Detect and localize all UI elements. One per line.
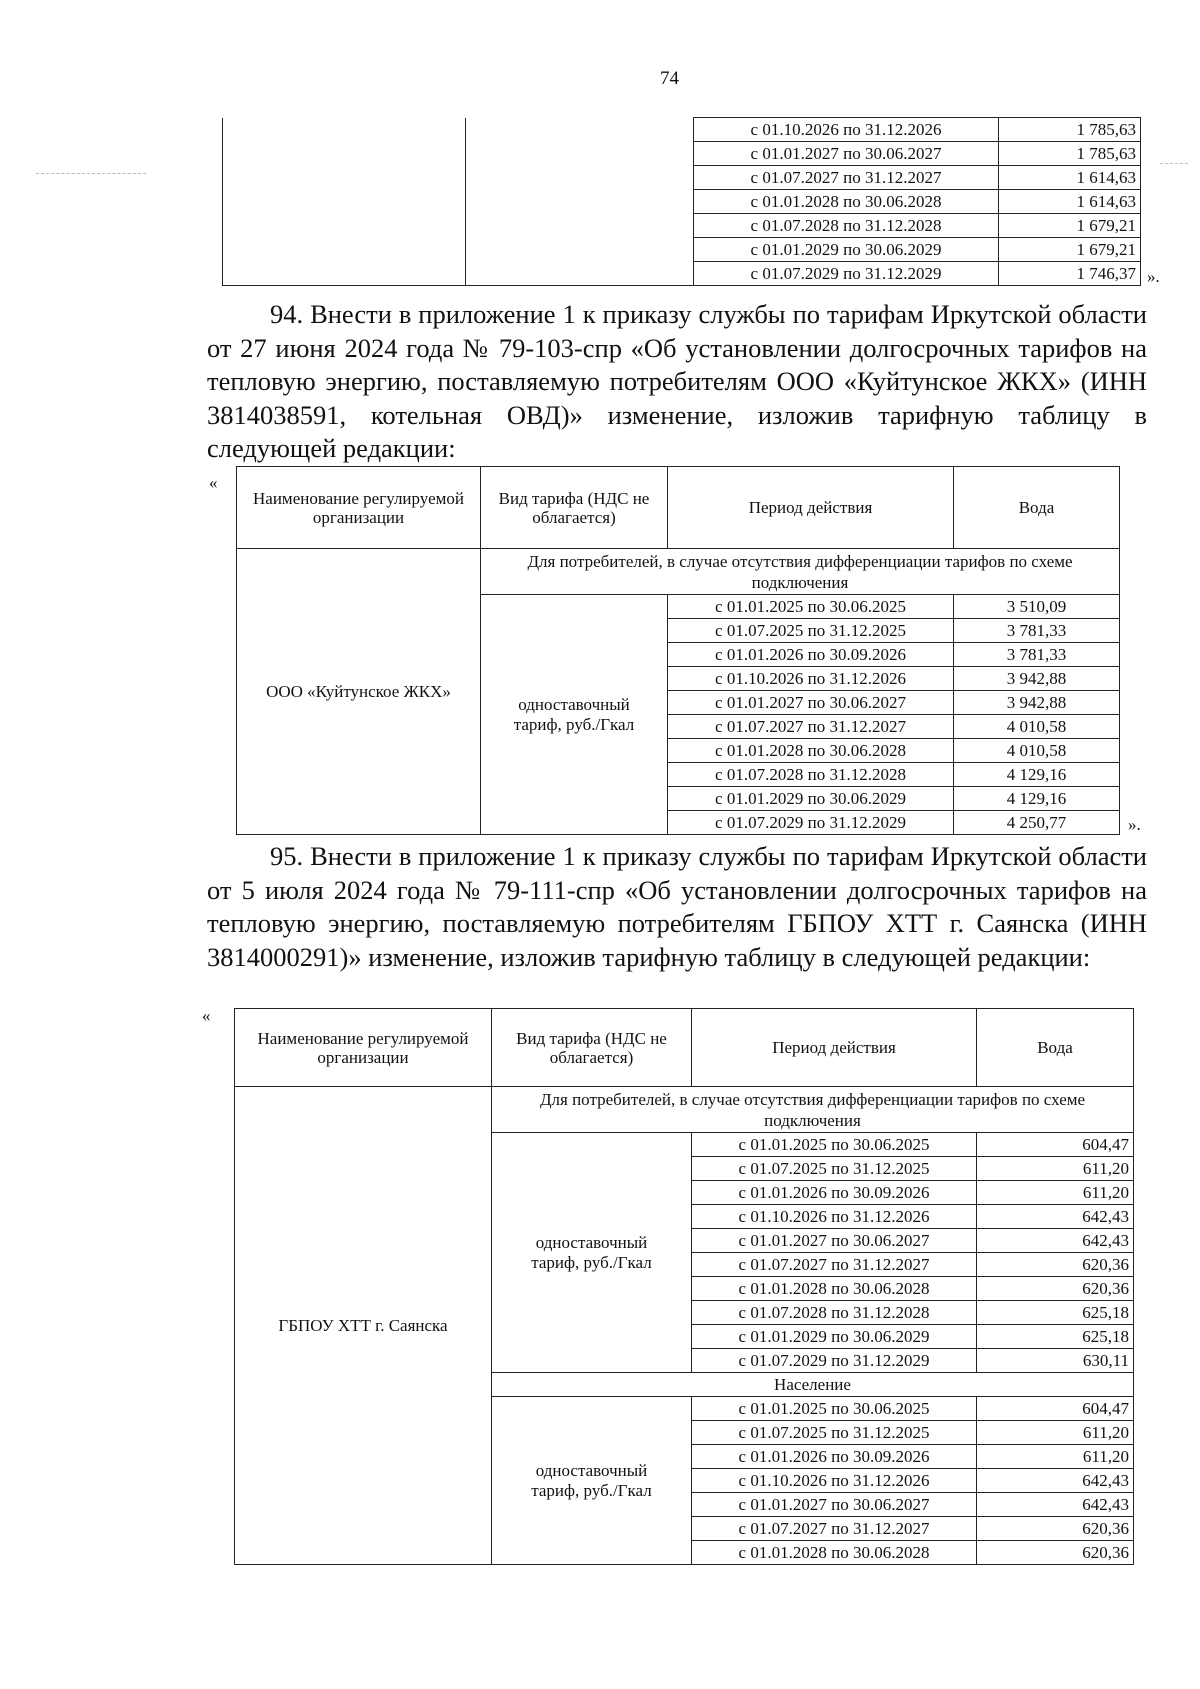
value-cell: 620,36 [977,1253,1134,1277]
header-org: Наименование регулируемой организации [235,1009,492,1087]
value-cell: 611,20 [977,1421,1134,1445]
value-cell: 611,20 [977,1157,1134,1181]
period-cell: с 01.07.2027 по 31.12.2027 [694,166,999,190]
period-cell: с 01.07.2029 по 31.12.2029 [692,1349,977,1373]
value-cell: 642,43 [977,1493,1134,1517]
tariff-table-94 [236,466,1120,835]
period-cell: с 01.01.2028 по 30.06.2028 [668,739,954,763]
paragraph-94-text: 94. Внести в приложение 1 к приказу службы по тарифам Иркутской области от 27 июня 2024 года № 79-103-спр «Об установлении долгосрочных тарифов на тепловую энергию, поставляемую потребителям ООО «Куйтунское ЖКХ» (ИНН 3814038591, котельная ОВД)» изменение, изложив тарифную таблицу в следующей редакции: [207,299,1147,463]
paragraph-94 [207,298,1147,466]
period-cell: с 01.01.2029 по 30.06.2029 [692,1325,977,1349]
value-cell: 1 614,63 [999,190,1141,214]
period-cell: с 01.10.2026 по 31.12.2026 [694,118,999,142]
value-cell: 3 942,88 [954,691,1120,715]
period-cell: с 01.01.2028 по 30.06.2028 [692,1277,977,1301]
tariff-cell: одноставочный тариф, руб./Гкал [492,1397,692,1565]
period-cell: с 01.01.2027 по 30.06.2027 [694,142,999,166]
scan-artifact [1160,163,1188,164]
org-cell [223,118,466,286]
period-cell: с 01.07.2028 по 31.12.2028 [692,1301,977,1325]
value-cell: 611,20 [977,1445,1134,1469]
period-cell: с 01.01.2025 по 30.06.2025 [692,1133,977,1157]
period-cell: с 01.01.2029 по 30.06.2029 [668,787,954,811]
header-org: Наименование регулируемой организации [237,467,481,549]
value-cell: 620,36 [977,1277,1134,1301]
period-cell: с 01.07.2028 по 31.12.2028 [694,214,999,238]
period-cell: с 01.10.2026 по 31.12.2026 [692,1469,977,1493]
value-cell: 4 129,16 [954,763,1120,787]
period-cell: с 01.01.2026 по 30.09.2026 [668,643,954,667]
value-cell: 630,11 [977,1349,1134,1373]
value-cell: 4 010,58 [954,715,1120,739]
tariff-cell: одноставочный тариф, руб./Гкал [492,1133,692,1373]
period-cell: с 01.10.2026 по 31.12.2026 [692,1205,977,1229]
period-cell: с 01.01.2027 по 30.06.2027 [692,1229,977,1253]
value-cell: 4 250,77 [954,811,1120,835]
value-cell: 1 785,63 [999,118,1141,142]
period-cell: с 01.07.2025 по 31.12.2025 [668,619,954,643]
period-cell: с 01.01.2026 по 30.09.2026 [692,1181,977,1205]
header-tariff: Вид тарифа (НДС не облагается) [481,467,668,549]
opening-quote: « [202,1006,211,1025]
value-cell: 1 679,21 [999,238,1141,262]
period-cell: с 01.01.2028 по 30.06.2028 [694,190,999,214]
tariff-table-continued [222,117,1141,286]
closing-quote: ». [1128,815,1141,834]
period-cell: с 01.01.2028 по 30.06.2028 [692,1541,977,1565]
value-cell: 3 781,33 [954,643,1120,667]
value-cell: 611,20 [977,1181,1134,1205]
value-cell: 604,47 [977,1133,1134,1157]
period-cell: с 01.07.2028 по 31.12.2028 [668,763,954,787]
org-cell: ООО «Куйтунское ЖКХ» [237,549,481,835]
org-cell: ГБПОУ ХТТ г. Саянска [235,1087,492,1565]
value-cell: 1 614,63 [999,166,1141,190]
period-cell: с 01.07.2025 по 31.12.2025 [692,1157,977,1181]
section-header: Для потребителей, в случае отсутствия дифференциации тарифов по схеме подключения [492,1087,1134,1133]
period-cell: с 01.01.2026 по 30.09.2026 [692,1445,977,1469]
header-value: Вода [977,1009,1134,1087]
period-cell: с 01.07.2025 по 31.12.2025 [692,1421,977,1445]
value-cell: 3 510,09 [954,595,1120,619]
paragraph-95 [207,840,1147,974]
scan-artifact [36,173,146,174]
value-cell: 642,43 [977,1205,1134,1229]
tariff-cell: одноставочный тариф, руб./Гкал [481,595,668,835]
value-cell: 642,43 [977,1229,1134,1253]
period-cell: с 01.07.2029 по 31.12.2029 [668,811,954,835]
value-cell: 1 679,21 [999,214,1141,238]
value-cell: 620,36 [977,1517,1134,1541]
value-cell: 625,18 [977,1325,1134,1349]
closing-quote: ». [1147,267,1160,286]
value-cell: 3 942,88 [954,667,1120,691]
period-cell: с 01.01.2029 по 30.06.2029 [694,238,999,262]
tariff-cell [466,118,694,286]
header-period: Период действия [668,467,954,549]
period-cell: с 01.07.2027 по 31.12.2027 [692,1253,977,1277]
value-cell: 604,47 [977,1397,1134,1421]
opening-quote: « [209,473,218,492]
period-cell: с 01.01.2025 по 30.06.2025 [668,595,954,619]
value-cell: 620,36 [977,1541,1134,1565]
value-cell: 3 781,33 [954,619,1120,643]
period-cell: с 01.07.2029 по 31.12.2029 [694,262,999,286]
value-cell: 1 785,63 [999,142,1141,166]
period-cell: с 01.07.2027 по 31.12.2027 [692,1517,977,1541]
period-cell: с 01.10.2026 по 31.12.2026 [668,667,954,691]
header-tariff: Вид тарифа (НДС не облагается) [492,1009,692,1087]
section-header: Для потребителей, в случае отсутствия дифференциации тарифов по схеме подключения [481,549,1120,595]
value-cell: 4 010,58 [954,739,1120,763]
period-cell: с 01.01.2027 по 30.06.2027 [668,691,954,715]
paragraph-95-text: 95. Внести в приложение 1 к приказу службы по тарифам Иркутской области от 5 июля 2024 года № 79-111-спр «Об установлении долгосрочных тарифов на тепловую энергию, поставляемую потребителям ГБПОУ ХТТ г. Саянска (ИНН 3814000291)» изменение, изложив тарифную таблицу в следующей редакции: [207,841,1147,972]
value-cell: 4 129,16 [954,787,1120,811]
header-period: Период действия [692,1009,977,1087]
value-cell: 625,18 [977,1301,1134,1325]
page-number: 74 [660,68,679,89]
header-value: Вода [954,467,1120,549]
section-header: Население [492,1373,1134,1397]
period-cell: с 01.01.2027 по 30.06.2027 [692,1493,977,1517]
tariff-table-95 [234,1008,1134,1565]
value-cell: 1 746,37 [999,262,1141,286]
period-cell: с 01.01.2025 по 30.06.2025 [692,1397,977,1421]
period-cell: с 01.07.2027 по 31.12.2027 [668,715,954,739]
value-cell: 642,43 [977,1469,1134,1493]
